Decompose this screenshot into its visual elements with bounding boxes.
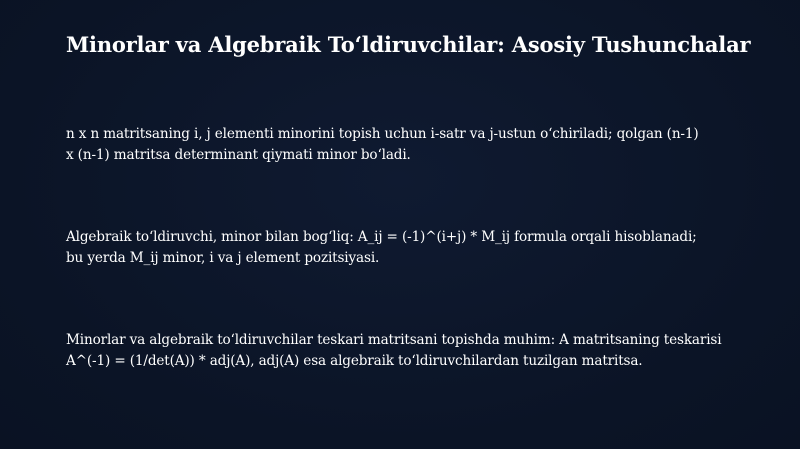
- paragraph-cofactor-definition: [66, 227, 766, 269]
- paragraph-line: bu yerda M_ij minor, i va j element pozitsiyasi.: [66, 250, 380, 266]
- paragraph-line: Algebraik to‘ldiruvchi, minor bilan bog‘liq: A_ij = (-1)^(i+j) * M_ij formula orqali hisoblanadi;: [66, 229, 697, 245]
- paragraph-line: x (n-1) matritsa determinant qiymati minor bo‘ladi.: [66, 147, 411, 163]
- slide-title: Minorlar va Algebraik To‘ldiruvchilar: Asosiy Tushunchalar: [66, 32, 751, 57]
- paragraph-inverse-matrix: [66, 330, 766, 372]
- paragraph-minor-definition: [66, 124, 766, 166]
- paragraph-line: A^(-1) = (1/det(A)) * adj(A), adj(A) esa algebraik to‘ldiruvchilardan tuzilgan matritsa.: [66, 353, 643, 369]
- paragraph-line: Minorlar va algebraik to‘ldiruvchilar teskari matritsani topishda muhim: A matritsaning teskarisi: [66, 332, 722, 348]
- paragraph-line: n x n matritsaning i, j elementi minorini topish uchun i-satr va j-ustun o‘chiriladi; qolgan (n-1): [66, 126, 699, 142]
